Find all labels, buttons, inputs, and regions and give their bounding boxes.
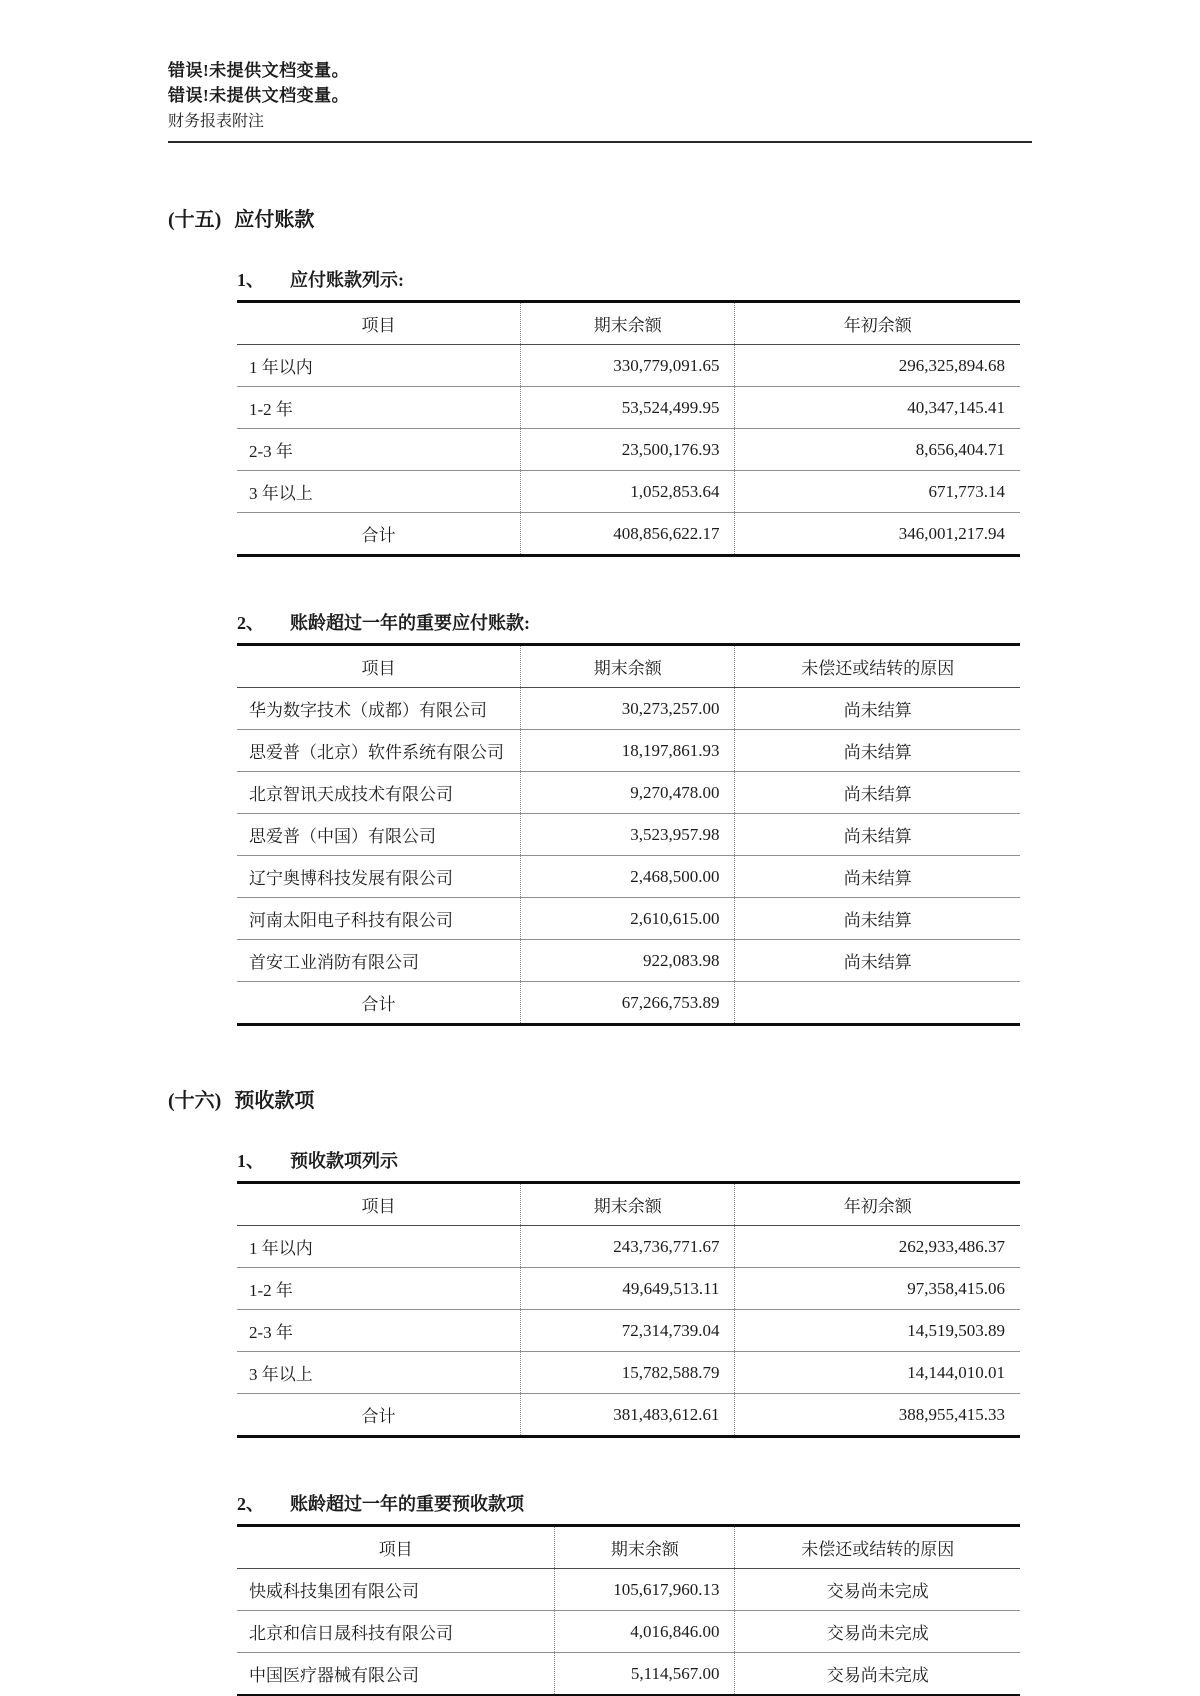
table-cell: 49,649,513.11 (520, 1268, 735, 1310)
total-opening-balance: 346,001,217.94 (735, 513, 1020, 556)
table-cell: 9,270,478.00 (520, 772, 735, 814)
subsection-title (237, 1147, 1032, 1173)
column-header-item: 项目 (237, 1183, 520, 1226)
section-title (168, 1084, 1032, 1113)
section-title (168, 203, 1032, 232)
table-cell: 2,468,500.00 (520, 856, 735, 898)
total-closing-balance: 381,483,612.61 (520, 1394, 735, 1437)
subsection-title (237, 1490, 1032, 1516)
table-cell: 1 年以内 (237, 345, 520, 387)
table-cell: 思爱普（中国）有限公司 (237, 814, 520, 856)
table-cell: 尚未结算 (735, 772, 1020, 814)
table-cell: 8,656,404.71 (735, 429, 1020, 471)
major-payables-over-one-year-table (237, 643, 1020, 1026)
table-row (237, 387, 1020, 429)
total-label: 合计 (361, 526, 396, 545)
table-cell: 2-3 年 (237, 1310, 520, 1352)
table-cell: 华为数字技术（成都）有限公司 (237, 688, 520, 730)
table-row (237, 1352, 1020, 1394)
column-header-item: 项目 (237, 1526, 555, 1569)
column-header-reason: 未偿还或结转的原因 (735, 645, 1020, 688)
header-line-1: 错误!未提供文档变量。 (168, 61, 350, 80)
table-cell: 1,052,853.64 (520, 471, 735, 513)
section-accounts-payable (168, 203, 1032, 1026)
subsection-name: 预收款项列示 (290, 1151, 398, 1171)
table-cell: 14,519,503.89 (735, 1310, 1020, 1352)
column-header-item: 项目 (237, 302, 520, 345)
table-cell: 中国医疗器械有限公司 (237, 1653, 555, 1696)
table-row (237, 1310, 1020, 1352)
table-cell: 北京和信日晟科技有限公司 (237, 1611, 555, 1653)
table-cell: 辽宁奥博科技发展有限公司 (237, 856, 520, 898)
table-cell: 尚未结算 (735, 730, 1020, 772)
table-total-row (237, 982, 1020, 1025)
section-name: 预收款项 (234, 1090, 315, 1112)
column-header-opening-balance: 年初余额 (735, 302, 1020, 345)
table-row (237, 1653, 1020, 1696)
column-header-closing-balance: 期末余额 (555, 1526, 735, 1569)
table-cell: 243,736,771.67 (520, 1226, 735, 1268)
subsection-name: 应付账款列示: (290, 270, 404, 290)
table-header-row (237, 302, 1020, 345)
table-cell: 97,358,415.06 (735, 1268, 1020, 1310)
subsection-payables-aging (237, 266, 1032, 557)
table-header-row (237, 1183, 1020, 1226)
total-opening-balance: 388,955,415.33 (735, 1394, 1020, 1437)
subsection-number: 2、 (237, 1494, 264, 1514)
table-row (237, 940, 1020, 982)
column-header-closing-balance: 期末余额 (520, 645, 735, 688)
section-number: (十六) (168, 1090, 222, 1112)
column-header-closing-balance: 期末余额 (520, 302, 735, 345)
subsection-major-payables (237, 609, 1032, 1026)
table-header-row (237, 645, 1020, 688)
table-cell: 14,144,010.01 (735, 1352, 1020, 1394)
total-closing-balance: 408,856,622.17 (520, 513, 735, 556)
table-cell: 53,524,499.95 (520, 387, 735, 429)
total-reason-empty (735, 982, 1020, 1025)
table-cell: 296,325,894.68 (735, 345, 1020, 387)
table-cell: 1-2 年 (237, 1268, 520, 1310)
table-row (237, 856, 1020, 898)
table-cell: 72,314,739.04 (520, 1310, 735, 1352)
table-cell: 40,347,145.41 (735, 387, 1020, 429)
table-row (237, 1268, 1020, 1310)
table-row (237, 688, 1020, 730)
subsection-number: 1、 (237, 270, 264, 290)
total-label: 合计 (361, 995, 396, 1014)
table-cell: 671,773.14 (735, 471, 1020, 513)
table-cell: 922,083.98 (520, 940, 735, 982)
total-label: 合计 (361, 1407, 396, 1426)
table-cell: 1-2 年 (237, 387, 520, 429)
subsection-major-advances (237, 1490, 1032, 1696)
table-row (237, 345, 1020, 387)
table-cell: 交易尚未完成 (735, 1653, 1020, 1696)
subsection-name: 账龄超过一年的重要预收款项 (290, 1494, 524, 1514)
table-cell: 首安工业消防有限公司 (237, 940, 520, 982)
table-row (237, 471, 1020, 513)
table-cell: 交易尚未完成 (735, 1611, 1020, 1653)
table-cell: 330,779,091.65 (520, 345, 735, 387)
table-cell: 尚未结算 (735, 814, 1020, 856)
table-cell: 18,197,861.93 (520, 730, 735, 772)
table-cell: 河南太阳电子科技有限公司 (237, 898, 520, 940)
table-cell: 23,500,176.93 (520, 429, 735, 471)
table-row (237, 814, 1020, 856)
table-row (237, 772, 1020, 814)
table-cell: 快威科技集团有限公司 (237, 1569, 555, 1611)
table-cell: 262,933,486.37 (735, 1226, 1020, 1268)
subsection-number: 2、 (237, 613, 264, 633)
subsection-number: 1、 (237, 1151, 264, 1171)
table-row (237, 429, 1020, 471)
table-cell: 尚未结算 (735, 688, 1020, 730)
table-cell: 尚未结算 (735, 940, 1020, 982)
subsection-title (237, 609, 1032, 635)
table-cell: 思爱普（北京）软件系统有限公司 (237, 730, 520, 772)
subsection-name: 账龄超过一年的重要应付账款: (290, 613, 530, 633)
table-cell: 3 年以上 (237, 471, 520, 513)
table-row (237, 730, 1020, 772)
table-cell: 2-3 年 (237, 429, 520, 471)
table-cell: 北京智讯天成技术有限公司 (237, 772, 520, 814)
section-number: (十五) (168, 209, 222, 231)
table-cell: 交易尚未完成 (735, 1569, 1020, 1611)
table-row (237, 898, 1020, 940)
header-line-3: 财务报表附注 (168, 113, 265, 130)
subsection-title (237, 266, 1032, 292)
table-total-row (237, 513, 1020, 556)
subsection-advances-aging (237, 1147, 1032, 1438)
column-header-opening-balance: 年初余额 (735, 1183, 1020, 1226)
table-cell: 30,273,257.00 (520, 688, 735, 730)
table-header-row (237, 1526, 1020, 1569)
table-cell: 3 年以上 (237, 1352, 520, 1394)
advances-aging-table (237, 1181, 1020, 1438)
payables-aging-table (237, 300, 1020, 557)
section-name: 应付账款 (234, 209, 315, 231)
table-cell: 105,617,960.13 (555, 1569, 735, 1611)
section-advances-received (168, 1084, 1032, 1696)
table-cell: 1 年以内 (237, 1226, 520, 1268)
column-header-item: 项目 (237, 645, 520, 688)
table-cell: 4,016,846.00 (555, 1611, 735, 1653)
table-row (237, 1611, 1020, 1653)
table-cell: 2,610,615.00 (520, 898, 735, 940)
total-closing-balance: 67,266,753.89 (520, 982, 735, 1025)
document-header (168, 0, 1032, 143)
table-total-row (237, 1394, 1020, 1437)
header-rule (168, 141, 1032, 143)
table-cell: 3,523,957.98 (520, 814, 735, 856)
table-cell: 尚未结算 (735, 856, 1020, 898)
column-header-closing-balance: 期末余额 (520, 1183, 735, 1226)
major-advances-over-one-year-table (237, 1524, 1020, 1696)
table-row (237, 1226, 1020, 1268)
table-cell: 尚未结算 (735, 898, 1020, 940)
header-line-2: 错误!未提供文档变量。 (168, 86, 350, 105)
table-cell: 5,114,567.00 (555, 1653, 735, 1696)
table-cell: 15,782,588.79 (520, 1352, 735, 1394)
table-row (237, 1569, 1020, 1611)
column-header-reason: 未偿还或结转的原因 (735, 1526, 1020, 1569)
